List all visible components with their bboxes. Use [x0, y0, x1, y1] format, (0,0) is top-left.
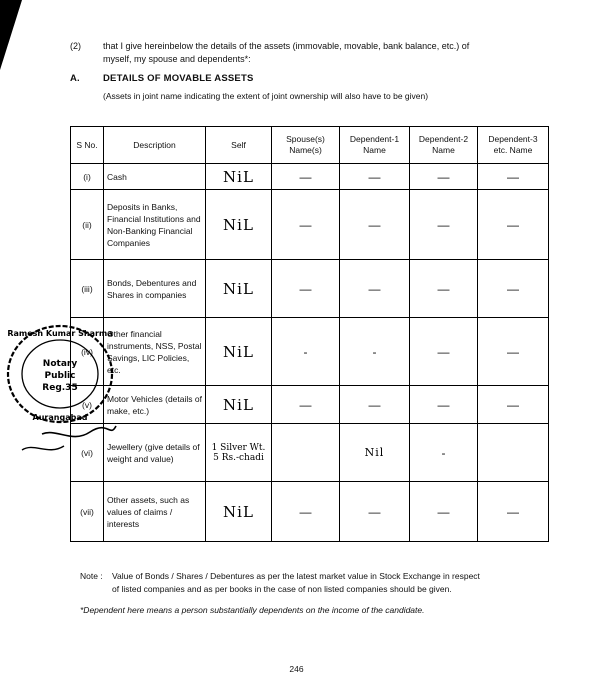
- row-dep3-value: —: [478, 190, 549, 260]
- header-sno: S No.: [71, 127, 104, 164]
- row-spouse-value: [272, 424, 340, 482]
- header-dependent-2: Dependent-2 Name: [410, 127, 478, 164]
- row-dep1-value: —: [340, 482, 410, 542]
- row-dep2-value: —: [410, 386, 478, 424]
- row-self-value: NiL: [206, 190, 272, 260]
- section-title: DETAILS OF MOVABLE ASSETS: [103, 73, 254, 84]
- row-dep3-value: —: [478, 260, 549, 318]
- row-sno: (vi): [71, 424, 104, 482]
- row-spouse-value: -: [272, 318, 340, 386]
- stamp-line1: Notary: [42, 359, 78, 369]
- row-dep1-value: —: [340, 386, 410, 424]
- table-row: [71, 424, 549, 482]
- row-dep3-value: —: [478, 164, 549, 190]
- row-description: Bonds, Debentures and Shares in companies: [104, 260, 206, 318]
- row-description: Deposits in Banks, Financial Institutions and Non-Banking Financial Companies: [104, 190, 206, 260]
- section-letter: A.: [70, 73, 80, 84]
- intro-text-line1: that I give hereinbelow the details of the assets (immovable, movable, bank balance, etc.) of: [103, 41, 470, 51]
- row-dep2-value: —: [410, 260, 478, 318]
- row-dep3-value: —: [478, 386, 549, 424]
- row-self-value: NiL: [206, 260, 272, 318]
- row-self-value: NiL: [206, 482, 272, 542]
- row-description: Other financial instruments, NSS, Postal Savings, LIC Policies, etc.: [104, 318, 206, 386]
- note-footnote: *Dependent here means a person substantially dependents on the income of the candidate.: [80, 605, 425, 615]
- stamp-line2: Public: [44, 371, 76, 381]
- note-label: Note :: [80, 571, 103, 581]
- row-description: Other assets, such as values of claims / interests: [104, 482, 206, 542]
- row-dep2-value: —: [410, 190, 478, 260]
- header-spouse: Spouse(s) Name(s): [272, 127, 340, 164]
- intro-text-line2: myself, my spouse and dependents*:: [103, 54, 251, 64]
- stamp-bottom-text: Aurangabad: [32, 413, 88, 422]
- header-dependent-1: Dependent-1 Name: [340, 127, 410, 164]
- row-self-value: NiL: [206, 386, 272, 424]
- row-dep1-value: Nil: [340, 424, 410, 482]
- intro-number: (2): [70, 41, 81, 51]
- notary-stamp: [2, 316, 120, 466]
- row-description: Motor Vehicles (details of make, etc.): [104, 386, 206, 424]
- row-spouse-value: —: [272, 260, 340, 318]
- header-self: Self: [206, 127, 272, 164]
- table-row: [71, 386, 549, 424]
- note-line2: of listed companies and as per books in the case of non listed companies should be given.: [112, 584, 452, 594]
- row-dep2-value: -: [410, 424, 478, 482]
- row-spouse-value: —: [272, 386, 340, 424]
- table-header-row: [71, 127, 549, 164]
- section-subtitle: (Assets in joint name indicating the extent of joint ownership will also have to be given): [103, 91, 429, 101]
- row-spouse-value: —: [272, 482, 340, 542]
- row-sno: (iv): [71, 318, 104, 386]
- row-description: Jewellery (give details of weight and value): [104, 424, 206, 482]
- row-sno: (iii): [71, 260, 104, 318]
- header-description: Description: [104, 127, 206, 164]
- table-row: [71, 260, 549, 318]
- header-dependent-3: Dependent-3 etc. Name: [478, 127, 549, 164]
- row-dep1-value: —: [340, 190, 410, 260]
- row-dep3-value: —: [478, 482, 549, 542]
- table-row: [71, 190, 549, 260]
- table-row: [71, 482, 549, 542]
- note-line1: Value of Bonds / Shares / Debentures as per the latest market value in Stock Exchange in respect: [112, 571, 480, 581]
- row-spouse-value: —: [272, 164, 340, 190]
- row-sno: (ii): [71, 190, 104, 260]
- page-number: 246: [289, 664, 304, 674]
- row-dep2-value: —: [410, 482, 478, 542]
- row-sno: (v): [71, 386, 104, 424]
- row-dep1-value: —: [340, 164, 410, 190]
- row-self-value: NiL: [206, 164, 272, 190]
- signature-scribble: [42, 426, 116, 437]
- stamp-line3: Reg.35: [42, 383, 78, 393]
- row-spouse-value: —: [272, 190, 340, 260]
- row-self-value: 1 Silver Wt. 5 Rs.-chadi: [206, 424, 272, 482]
- table-row: [71, 318, 549, 386]
- row-sno: (vii): [71, 482, 104, 542]
- row-dep1-value: -: [340, 318, 410, 386]
- row-dep3-value: —: [478, 318, 549, 386]
- row-description: Cash: [104, 164, 206, 190]
- stamp-top-text: Ramesh Kumar Sharma: [7, 329, 113, 338]
- scan-corner-mark: [0, 0, 22, 70]
- row-dep1-value: —: [340, 260, 410, 318]
- table-row: [71, 164, 549, 190]
- row-dep3-value: [478, 424, 549, 482]
- movable-assets-table: [70, 126, 549, 542]
- row-dep2-value: —: [410, 318, 478, 386]
- row-self-value: NiL: [206, 318, 272, 386]
- row-sno: (i): [71, 164, 104, 190]
- row-dep2-value: —: [410, 164, 478, 190]
